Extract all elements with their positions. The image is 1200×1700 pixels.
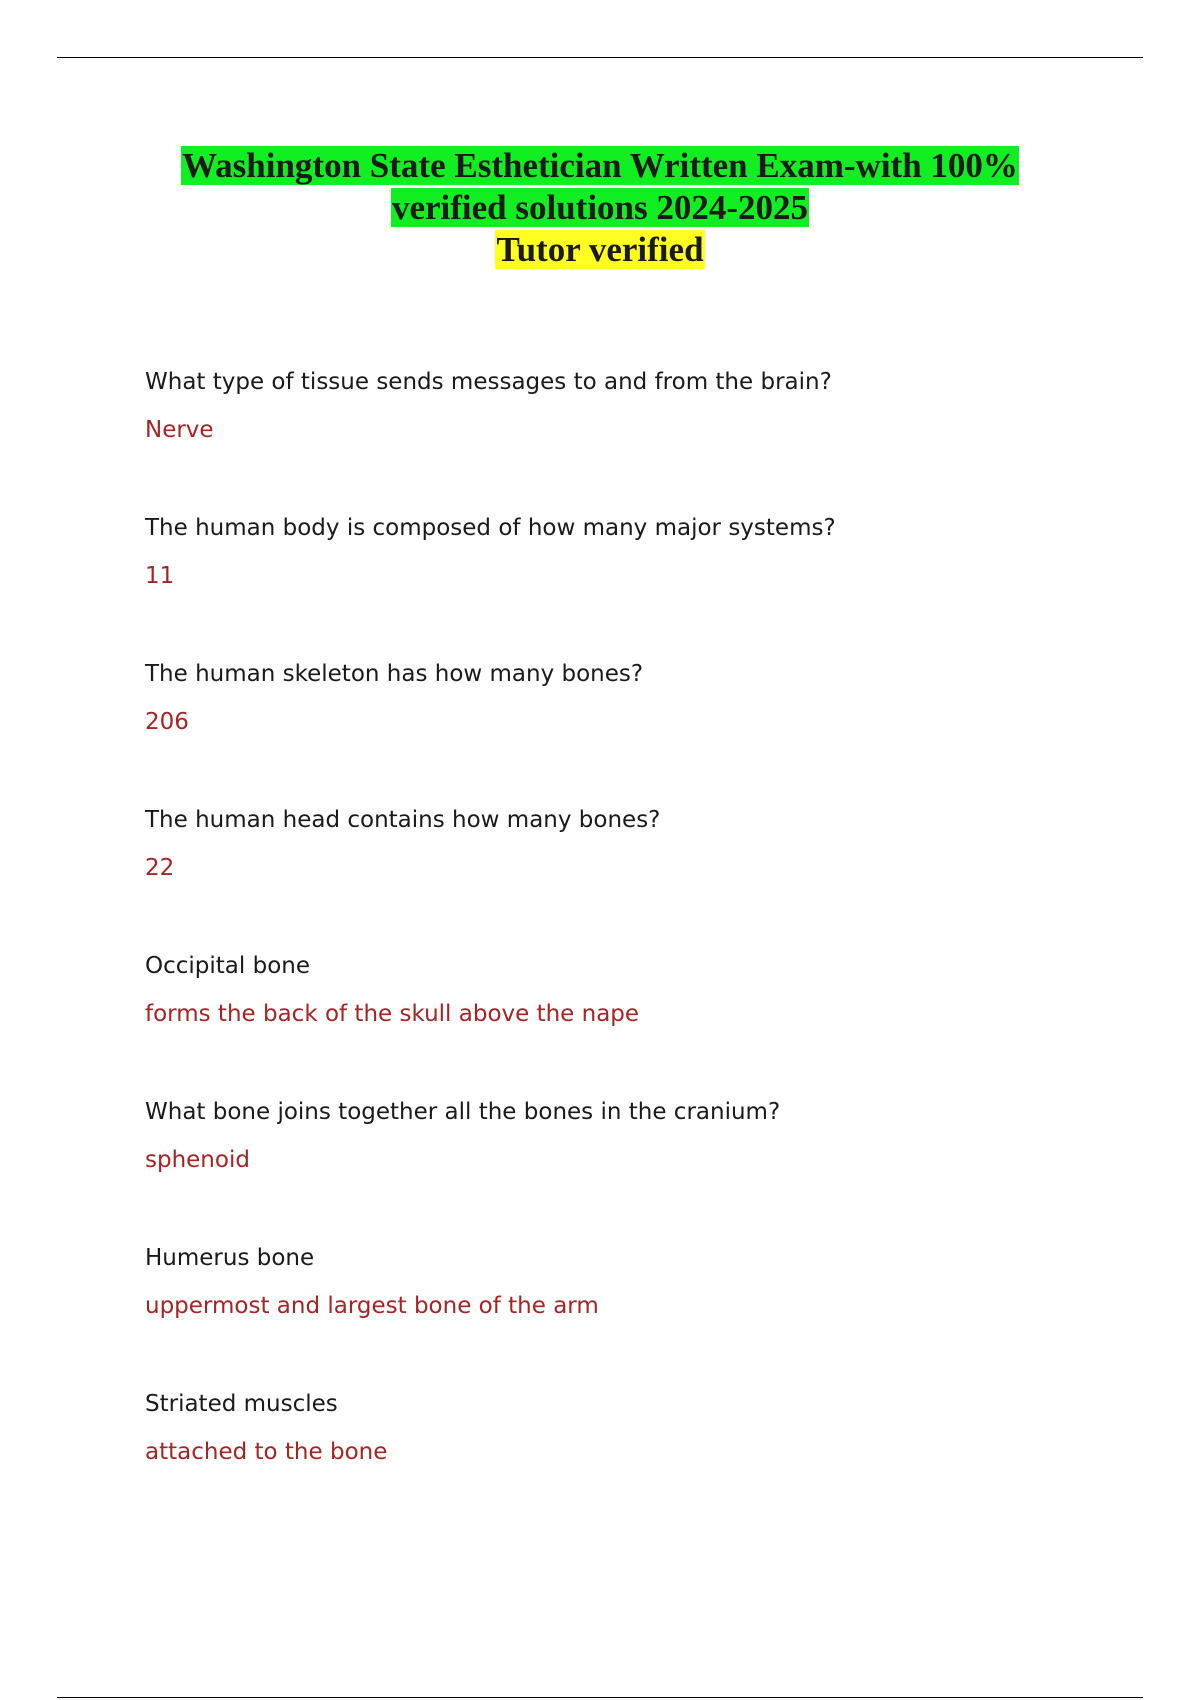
question-text: The human head contains how many bones?	[145, 807, 661, 833]
subtitle-line	[60, 229, 1140, 271]
question-text: The human body is composed of how many major systems?	[145, 515, 836, 541]
answer-text: 22	[145, 855, 175, 881]
qa-item	[145, 806, 1105, 952]
answer-text: sphenoid	[145, 1147, 250, 1173]
qa-item	[145, 1098, 1105, 1244]
qa-item	[145, 952, 1105, 1098]
qa-item	[145, 514, 1105, 660]
answer-text: 11	[145, 563, 175, 589]
footer-rule	[57, 1697, 1143, 1698]
answer-text: attached to the bone	[145, 1439, 388, 1465]
question-text: What type of tissue sends messages to and from the brain?	[145, 369, 832, 395]
question-answer-list	[145, 368, 1105, 1536]
question-text: What bone joins together all the bones in the cranium?	[145, 1099, 781, 1125]
answer-text: 206	[145, 709, 189, 735]
question-text: Humerus bone	[145, 1245, 315, 1271]
title-highlight-1: Washington State Esthetician Written Exam-with 100%	[182, 146, 1018, 185]
question-text: Occipital bone	[145, 953, 310, 979]
title-line-2	[60, 187, 1140, 229]
qa-item	[145, 660, 1105, 806]
question-text: The human skeleton has how many bones?	[145, 661, 644, 687]
title-highlight-2: verified solutions 2024-2025	[391, 188, 809, 227]
title-line-1	[60, 145, 1140, 187]
answer-text: Nerve	[145, 417, 214, 443]
answer-text: forms the back of the skull above the nape	[145, 1001, 640, 1027]
question-text: Striated muscles	[145, 1391, 338, 1417]
qa-item	[145, 368, 1105, 514]
header-rule	[57, 57, 1143, 58]
qa-item	[145, 1390, 1105, 1536]
document-title-block	[60, 145, 1140, 271]
qa-item	[145, 1244, 1105, 1390]
answer-text: uppermost and largest bone of the arm	[145, 1293, 599, 1319]
subtitle-highlight: Tutor verified	[496, 230, 704, 269]
